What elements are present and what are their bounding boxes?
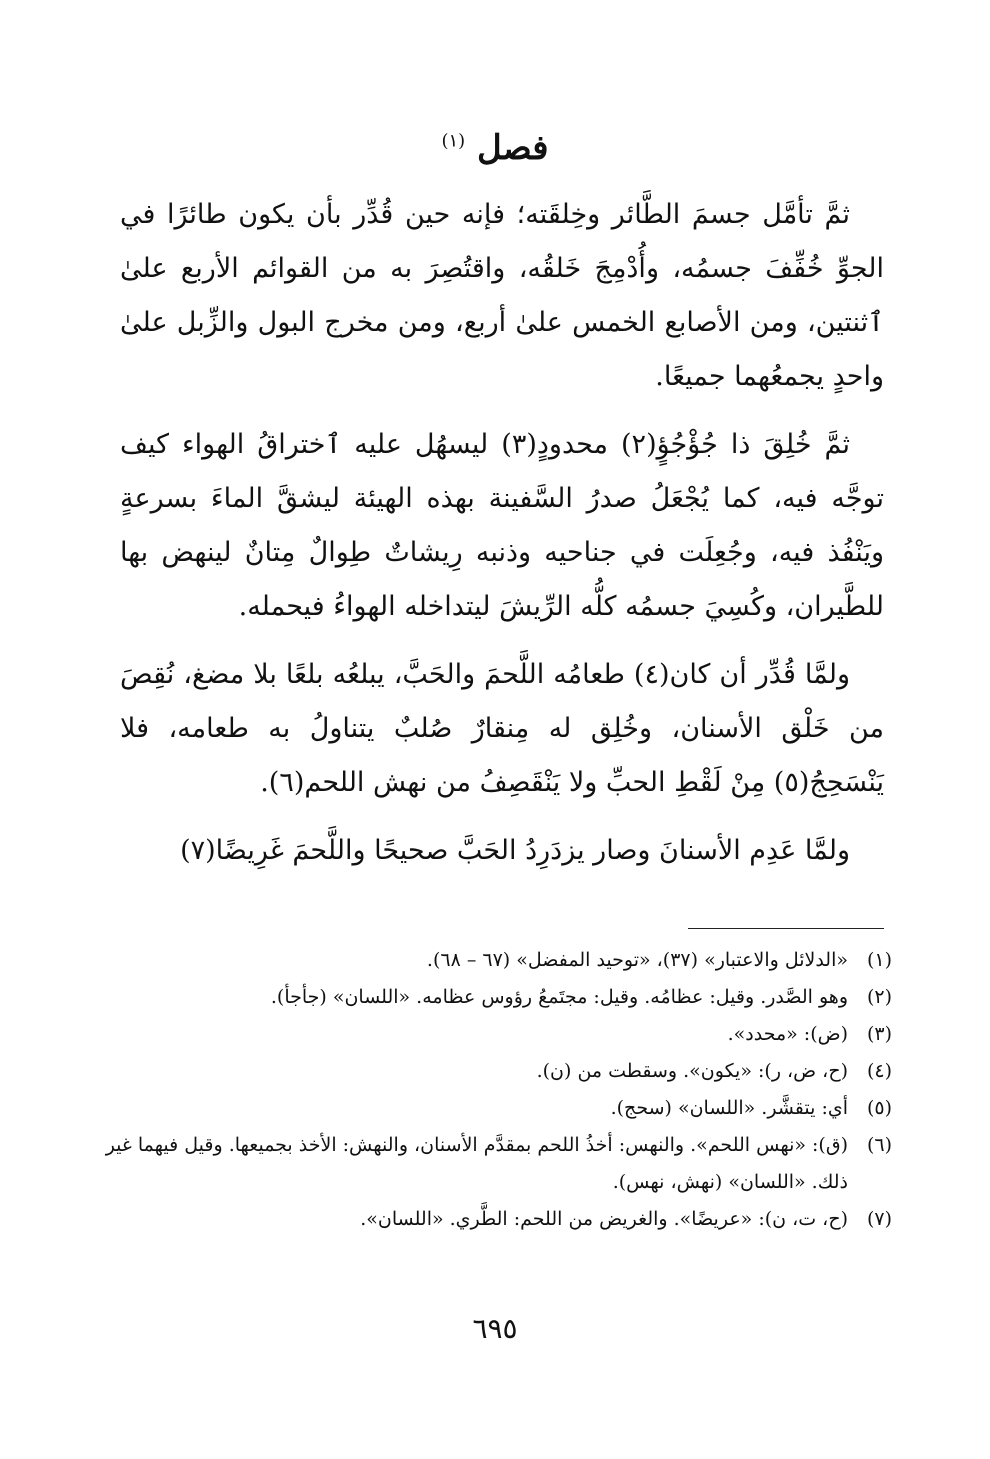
footnote-number: (١) [866,949,892,971]
page-number: ٦٩٥ [472,1312,518,1345]
footnote-3 [100,1016,892,1053]
paragraph-4: ولمَّا عَدِم الأسنانَ وصار يزدَرِدُ الحَبَّ صحيحًا واللَّحمَ غَرِيضًا(٧) [180,835,850,866]
footnote-text: وهو الصَّدر. وقيل: عظامُه. وقيل: مجتَمعُ رؤوس عظامه. «اللسان» (جأجأ). [270,986,848,1008]
footnote-4 [100,1053,892,1090]
footnote-7 [100,1201,892,1238]
footnote-number: (٢) [866,986,892,1008]
footnote-number: (٦) [866,1134,892,1156]
footnote-1 [100,942,892,979]
paragraph-3: ولمَّا قُدِّر أن كان(٤) طعامُه اللَّحمَ والحَبَّ، يبلعُه بلعًا بلا مضغ، نُقِصَ من خَلْق الأسنان، وخُلِق له مِنقارٌ صُلبٌ يتناولُ به طعامه، فلا يَنْسَحِجُ(٥) مِنْ لَقْطِ الحبِّ ولا يَنْقَصِفُ من نهش اللحم(٦). [120,659,884,798]
footnote-number: (٣) [866,1023,892,1045]
footnote-6 [100,1127,892,1201]
chapter-heading [0,128,990,168]
footnote-text: (ح، ت، ن): «عريضًا». والغريض من اللحم: الطَّري. «اللسان». [360,1208,848,1230]
chapter-footnote-ref: (١) [441,130,466,152]
main-text [120,188,884,892]
footnote-number: (٥) [866,1097,892,1119]
footnote-5 [100,1090,892,1127]
footnote-2 [100,979,892,1016]
footnote-divider [688,928,884,929]
footnote-text: «الدلائل والاعتبار» (٣٧)، «توحيد المفضل» (٦٧ – ٦٨). [426,949,848,971]
footnote-number: (٧) [866,1208,892,1230]
footnote-text: (ح، ض، ر): «يكون». وسقطت من (ن). [536,1060,848,1082]
footnote-text: أي: يتقشَّر. «اللسان» (سحج). [610,1097,848,1119]
footnote-text: (ق): «نهس اللحم». والنهس: أخذُ اللحم بمقدَّم الأسنان، والنهش: الأخذ بجميعها. وقيل فيهما غير ذلك. «اللسان» (نهش، نهس). [105,1134,848,1193]
footnote-text: (ض): «محدد». [727,1023,848,1045]
paragraph-1: ثمَّ تأمَّل جسمَ الطَّائر وخِلقَته؛ فإنه حين قُدِّر بأن يكون طائرًا في الجوِّ خُفِّفَ جسمُه، وأُدْمِجَ خَلقُه، واقتُصِرَ به من القوائم الأربع علىٰ ٱثنتين، ومن الأصابع الخمس علىٰ أربع، ومن مخرج البول والزِّبل علىٰ واحدٍ يجمعُهما جميعًا. [120,199,884,392]
footnote-number: (٤) [866,1060,892,1082]
chapter-title: فصل [477,128,549,168]
paragraph-2: ثمَّ خُلِقَ ذا جُؤْجُؤٍ(٢) محدودٍ(٣) ليسهُل عليه ٱختراقُ الهواء كيف توجَّه فيه، كما يُجْعَلُ صدرُ السَّفينة بهذه الهيئة ليشقَّ الماءَ بسرعةٍ ويَنْفُذ فيه، وجُعِلَت في جناحيه وذنبه رِيشاتٌ طِوالٌ مِتانٌ لينهض بها للطَّيران، وكُسِيَ جسمُه كلُّه الرِّيشَ ليتداخله الهواءُ فيحمله. [120,429,884,622]
footnotes [100,942,892,1238]
